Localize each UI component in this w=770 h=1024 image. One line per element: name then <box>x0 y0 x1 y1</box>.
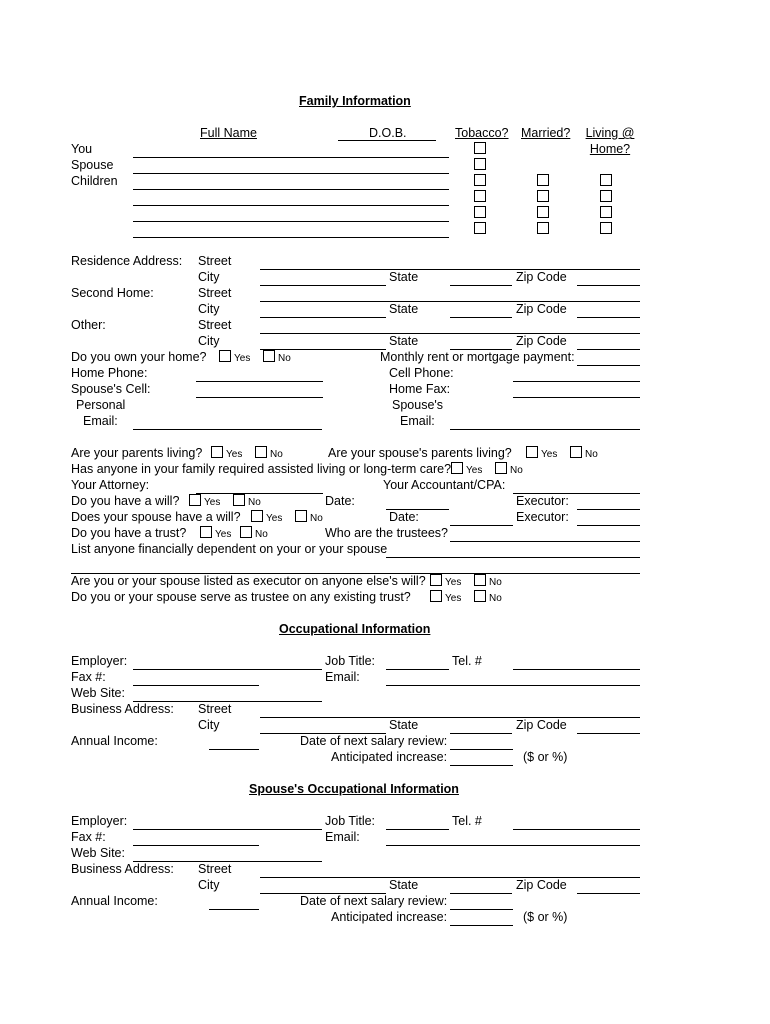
have-will-yes-label: Yes <box>204 497 221 508</box>
spouse-cell-line[interactable] <box>196 397 323 398</box>
tobacco-you-checkbox[interactable] <box>474 142 486 154</box>
have-will-no-checkbox[interactable] <box>233 494 245 506</box>
residence-state-label: State <box>389 270 419 284</box>
dollar-pct-label: ($ or %) <box>523 750 568 764</box>
spouse-work-email-label: Email: <box>325 830 360 844</box>
dependents-line-1[interactable] <box>386 557 640 558</box>
spouse-work-email-line[interactable] <box>386 845 640 846</box>
fax-line[interactable] <box>133 685 259 686</box>
tobacco-child-3-checkbox[interactable] <box>474 206 486 218</box>
work-email-line[interactable] <box>386 685 640 686</box>
assisted-living-label: Has anyone in your family required assisted living or long-term care? <box>71 462 452 476</box>
other-street-line[interactable] <box>260 333 640 334</box>
spouse-business-address-label: Business Address: <box>71 862 174 876</box>
second-home-zip-label: Zip Code <box>516 302 567 316</box>
next-review-label: Date of next salary review: <box>300 734 448 748</box>
occupational-info-title: Occupational Information <box>279 622 431 636</box>
trustee-existing-yes-label: Yes <box>445 593 462 604</box>
spouse-tel-line[interactable] <box>513 829 640 830</box>
you-name-line[interactable] <box>133 157 449 158</box>
residence-street-line[interactable] <box>260 269 640 270</box>
annual-income-label: Annual Income: <box>71 734 158 748</box>
spouse-will-no-checkbox[interactable] <box>295 510 307 522</box>
married-header: Married? <box>521 126 571 140</box>
own-home-no-checkbox[interactable] <box>263 350 275 362</box>
living-header-line1: Living @ <box>585 126 635 140</box>
business-state-label: State <box>389 718 419 732</box>
business-state-line[interactable] <box>450 733 512 734</box>
spouses-label: Spouse's <box>392 398 444 412</box>
spouse-parents-yes-checkbox[interactable] <box>526 446 538 458</box>
living-home-child-4-checkbox[interactable] <box>600 222 612 234</box>
residence-state-line[interactable] <box>450 285 512 286</box>
business-street-label: Street <box>198 702 232 716</box>
spouse-business-zip-line[interactable] <box>577 893 640 894</box>
cell-phone-line[interactable] <box>513 381 640 382</box>
anticipated-line[interactable] <box>450 765 513 766</box>
home-fax-line[interactable] <box>513 397 640 398</box>
parents-living-no-checkbox[interactable] <box>255 446 267 458</box>
spouse-fax-label: Fax #: <box>71 830 106 844</box>
business-city-label: City <box>198 718 220 732</box>
spouse-anticipated-label: Anticipated increase: <box>331 910 448 924</box>
parents-living-yes-checkbox[interactable] <box>211 446 223 458</box>
children-label: Children <box>71 174 118 188</box>
employer-line[interactable] <box>133 669 322 670</box>
have-trust-yes-label: Yes <box>215 529 232 540</box>
spouse-anticipated-line[interactable] <box>450 925 513 926</box>
residence-zip-label: Zip Code <box>516 270 567 284</box>
other-address-label: Other: <box>71 318 106 332</box>
trustees-line[interactable] <box>450 541 640 542</box>
attorney-label: Your Attorney: <box>71 478 150 492</box>
child-3-name-line[interactable] <box>133 221 449 222</box>
spouse-will-yes-label: Yes <box>266 513 283 524</box>
spouse-fax-line[interactable] <box>133 845 259 846</box>
employer-label: Employer: <box>71 654 128 668</box>
spouse-employer-label: Employer: <box>71 814 128 828</box>
tobacco-spouse-checkbox[interactable] <box>474 158 486 170</box>
mortgage-label: Monthly rent or mortgage payment: <box>380 350 575 364</box>
married-child-2-checkbox[interactable] <box>537 190 549 202</box>
assisted-living-yes-checkbox[interactable] <box>451 462 463 474</box>
spouse-employer-line[interactable] <box>133 829 322 830</box>
spouse-will-label: Does your spouse have a will? <box>71 510 241 524</box>
parents-living-no-label: No <box>270 449 283 460</box>
spouse-business-city-label: City <box>198 878 220 892</box>
spouse-dollar-pct-label: ($ or %) <box>523 910 568 924</box>
assisted-living-no-label: No <box>510 465 523 476</box>
spouse-job-title-line[interactable] <box>386 829 449 830</box>
spouse-label: Spouse <box>71 158 114 172</box>
work-email-label: Email: <box>325 670 360 684</box>
parents-living-label: Are your parents living? <box>71 446 203 460</box>
trustee-existing-no-label: No <box>489 593 502 604</box>
spouse-business-street-label: Street <box>198 862 232 876</box>
next-review-line[interactable] <box>450 749 513 750</box>
have-will-no-label: No <box>248 497 261 508</box>
married-child-3-checkbox[interactable] <box>537 206 549 218</box>
personal-email-label: Email: <box>83 414 118 428</box>
have-trust-no-label: No <box>255 529 268 540</box>
spouse-will-executor-label: Executor: <box>516 510 569 524</box>
married-child-1-checkbox[interactable] <box>537 174 549 186</box>
second-home-city-line[interactable] <box>260 317 386 318</box>
spouse-will-date-label: Date: <box>389 510 419 524</box>
other-city-label: City <box>198 334 220 348</box>
living-home-child-1-checkbox[interactable] <box>600 174 612 186</box>
trustees-label: Who are the trustees? <box>325 526 448 540</box>
have-will-yes-checkbox[interactable] <box>189 494 201 506</box>
will-executor-label: Executor: <box>516 494 569 508</box>
spouse-will-no-label: No <box>310 513 323 524</box>
business-address-label: Business Address: <box>71 702 174 716</box>
spouse-annual-income-label: Annual Income: <box>71 894 158 908</box>
will-executor-line[interactable] <box>577 509 640 510</box>
anticipated-label: Anticipated increase: <box>331 750 448 764</box>
tel-line[interactable] <box>513 669 640 670</box>
residence-street-label: Street <box>198 254 232 268</box>
spouse-parents-living-label: Are your spouse's parents living? <box>328 446 512 460</box>
business-zip-label: Zip Code <box>516 718 567 732</box>
second-home-street-label: Street <box>198 286 232 300</box>
spouse-parents-yes-label: Yes <box>541 449 558 460</box>
living-home-child-2-checkbox[interactable] <box>600 190 612 202</box>
own-home-yes-checkbox[interactable] <box>219 350 231 362</box>
living-header-line2: Home? <box>589 142 631 156</box>
child-2-name-line[interactable] <box>133 205 449 206</box>
spouse-business-street-line[interactable] <box>260 877 640 878</box>
second-home-street-line[interactable] <box>260 301 640 302</box>
tobacco-child-4-checkbox[interactable] <box>474 222 486 234</box>
personal-email-line[interactable] <box>133 429 322 430</box>
married-child-4-checkbox[interactable] <box>537 222 549 234</box>
spouse-next-review-line[interactable] <box>450 909 513 910</box>
second-home-state-line[interactable] <box>450 317 512 318</box>
home-phone-line[interactable] <box>196 381 323 382</box>
business-zip-line[interactable] <box>577 733 640 734</box>
tobacco-child-2-checkbox[interactable] <box>474 190 486 202</box>
spouse-annual-income-line[interactable] <box>209 909 259 910</box>
home-fax-label: Home Fax: <box>389 382 451 396</box>
spouse-tel-label: Tel. # <box>452 814 482 828</box>
spouse-email-line[interactable] <box>450 429 640 430</box>
other-zip-label: Zip Code <box>516 334 567 348</box>
spouse-will-executor-line[interactable] <box>577 525 640 526</box>
have-will-label: Do you have a will? <box>71 494 180 508</box>
fax-label: Fax #: <box>71 670 106 684</box>
assisted-living-no-checkbox[interactable] <box>495 462 507 474</box>
executor-else-no-label: No <box>489 577 502 588</box>
other-state-label: State <box>389 334 419 348</box>
child-4-name-line[interactable] <box>133 237 449 238</box>
dob-header: D.O.B. <box>369 126 407 140</box>
second-home-label: Second Home: <box>71 286 154 300</box>
spouse-web-site-label: Web Site: <box>71 846 125 860</box>
residence-city-line[interactable] <box>260 285 386 286</box>
spouse-name-line[interactable] <box>133 173 449 174</box>
assisted-living-yes-label: Yes <box>466 465 483 476</box>
spouse-occupational-info-title: Spouse's Occupational Information <box>249 782 459 796</box>
job-title-label: Job Title: <box>325 654 376 668</box>
other-street-label: Street <box>198 318 232 332</box>
dob-header-underline <box>338 140 436 141</box>
have-trust-label: Do you have a trust? <box>71 526 187 540</box>
own-home-label: Do you own your home? <box>71 350 207 364</box>
spouse-business-zip-label: Zip Code <box>516 878 567 892</box>
business-street-line[interactable] <box>260 717 640 718</box>
spouse-will-yes-checkbox[interactable] <box>251 510 263 522</box>
personal-label: Personal <box>76 398 126 412</box>
second-home-state-label: State <box>389 302 419 316</box>
have-trust-yes-checkbox[interactable] <box>200 526 212 538</box>
will-date-label: Date: <box>325 494 355 508</box>
spouse-email-label: Email: <box>400 414 435 428</box>
attorney-line[interactable] <box>196 493 323 494</box>
have-trust-no-checkbox[interactable] <box>240 526 252 538</box>
trustee-existing-no-checkbox[interactable] <box>474 590 486 602</box>
second-home-city-label: City <box>198 302 220 316</box>
job-title-line[interactable] <box>386 669 449 670</box>
full-name-header: Full Name <box>200 126 257 140</box>
annual-income-line[interactable] <box>209 749 259 750</box>
trustee-existing-yes-checkbox[interactable] <box>430 590 442 602</box>
executor-else-label: Are you or your spouse listed as executor on anyone else's will? <box>71 574 426 588</box>
tobacco-header: Tobacco? <box>455 126 509 140</box>
executor-else-yes-label: Yes <box>445 577 462 588</box>
second-home-zip-line[interactable] <box>577 317 640 318</box>
trustee-existing-label: Do you or your spouse serve as trustee on any existing trust? <box>71 590 411 604</box>
living-home-child-3-checkbox[interactable] <box>600 206 612 218</box>
spouse-parents-no-checkbox[interactable] <box>570 446 582 458</box>
spouse-job-title-label: Job Title: <box>325 814 376 828</box>
other-city-line[interactable] <box>260 349 386 350</box>
tel-label: Tel. # <box>452 654 482 668</box>
spouse-business-state-label: State <box>389 878 419 892</box>
spouse-next-review-label: Date of next salary review: <box>300 894 448 908</box>
executor-else-yes-checkbox[interactable] <box>430 574 442 586</box>
parents-living-yes-label: Yes <box>226 449 243 460</box>
residence-city-label: City <box>198 270 220 284</box>
home-phone-label: Home Phone: <box>71 366 148 380</box>
other-zip-line[interactable] <box>577 349 640 350</box>
child-1-name-line[interactable] <box>133 189 449 190</box>
spouse-cell-label: Spouse's Cell: <box>71 382 151 396</box>
own-home-no-label: No <box>278 353 291 364</box>
mortgage-line[interactable] <box>577 365 640 366</box>
executor-else-no-checkbox[interactable] <box>474 574 486 586</box>
spouse-business-state-line[interactable] <box>450 893 512 894</box>
residence-address-label: Residence Address: <box>71 254 183 268</box>
own-home-yes-label: Yes <box>234 353 251 364</box>
cell-phone-label: Cell Phone: <box>389 366 454 380</box>
web-site-label: Web Site: <box>71 686 125 700</box>
spouse-parents-no-label: No <box>585 449 598 460</box>
tobacco-child-1-checkbox[interactable] <box>474 174 486 186</box>
family-info-title: Family Information <box>299 94 411 108</box>
spouse-will-date-line[interactable] <box>450 525 513 526</box>
you-label: You <box>71 142 93 156</box>
residence-zip-line[interactable] <box>577 285 640 286</box>
accountant-label: Your Accountant/CPA: <box>383 478 506 492</box>
dependents-label: List anyone financially dependent on your or your spouse <box>71 542 388 556</box>
